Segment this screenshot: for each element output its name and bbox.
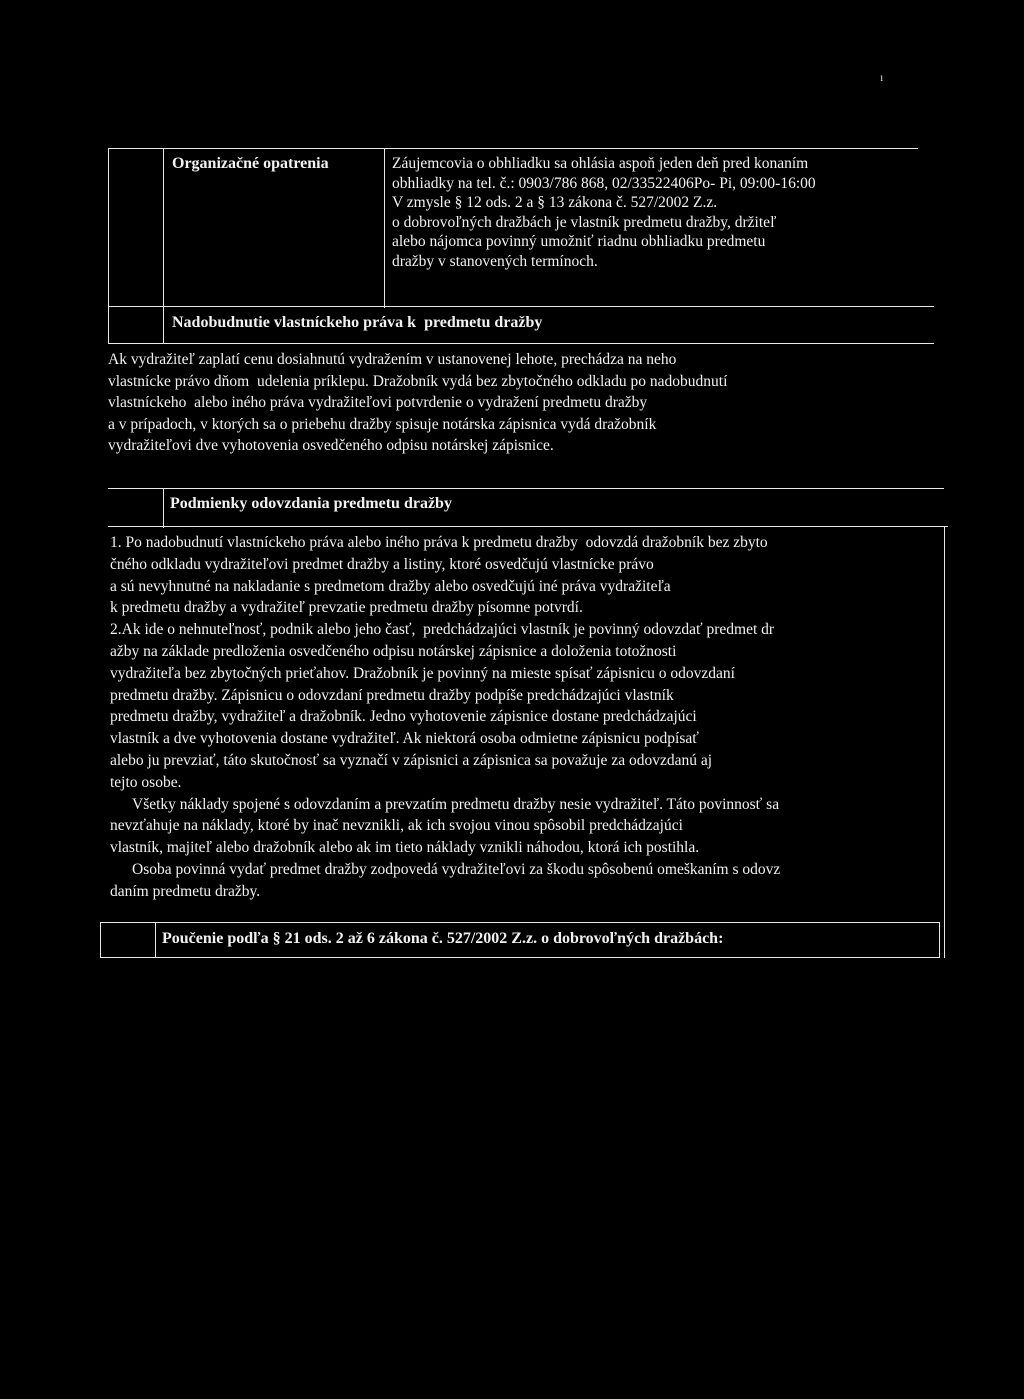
heading-top-border [100, 922, 940, 923]
body-line: alebo nájomca povinný umožniť riadnu obhliadku predmetu [392, 233, 766, 250]
section-body [392, 154, 932, 271]
body-line: nevzťahuje na náklady, ktoré by inač nevznikli, ak ich svojou vinou spôsobil predchádzajúci [110, 817, 683, 835]
body-line: Záujemcovia o obhliadku sa ohlásia aspoň jeden deň pred konaním [392, 155, 809, 172]
body-line: obhliadky na tel. č.: 0903/786 868, 02/33522406Po- Pi, 09:00-16:00 [392, 174, 816, 192]
heading-cell-right [939, 922, 940, 958]
body-line: čného odkladu vydražiteľovi predmet dražby a listiny, ktoré osvedčujú vlastnícke právo [110, 555, 654, 573]
body-line: dražby v stanovených termínoch. [392, 252, 598, 270]
body-line: predmetu dražby, vydražiteľ a dražobník. Jedno vyhotovenie zápisnice dostane predchádzajúci [110, 708, 697, 726]
section-body [108, 349, 938, 457]
heading-bottom-border [108, 526, 948, 527]
body-line: vydražiteľovi dve vyhotovenia osvedčeného odpisu notárskej zápisnice. [108, 437, 554, 454]
body-line: alebo ju prevziať, táto skutočnosť sa vyznačí v zápisnici a zápisnica sa považuje za odovzdanú aj [110, 751, 713, 769]
right-border [944, 526, 945, 958]
heading-bottom-border [100, 957, 940, 958]
heading-top-border [108, 488, 944, 489]
section-heading: Nadobudnutie vlastníckeho práva k predmetu dražby [172, 314, 543, 331]
body-line: o dobrovoľných dražbách je vlastník predmetu dražby, držiteľ [392, 213, 777, 231]
body-line: vlastník a dve vyhotovenia dostane vydražiteľ. Ak niektorá osoba odmietne zápisnicu podpísať [110, 730, 699, 748]
body-line: 1. Po nadobudnutí vlastníckeho práva alebo iného práva k predmetu dražby odovzdá dražobník bez zbyto [110, 534, 768, 551]
body-line: 2.Ak ide o nehnuteľnosť, podnik alebo jeho časť, predchádzajúci vlastník je povinný odovzdať predmet dr [110, 621, 775, 639]
body-line: Všetky náklady spojené s odovzdaním a prevzatím predmetu dražby nesie vydražiteľ. Táto povinnosť sa [132, 795, 780, 813]
section-heading: Podmienky odovzdania predmetu dražby [170, 495, 452, 512]
heading-cell-divider [163, 488, 164, 528]
heading-cell-divider [155, 922, 156, 958]
body-line: vlastníckeho alebo iného práva vydražiteľovi potvrdenie o vydražení predmetu dražby [108, 394, 648, 411]
body-line: vlastnícke právo dňom udelenia príklepu. Dražobník vydá bez zbytočného odkladu po nadobudnutí [108, 372, 728, 390]
section-heading: Organizačné opatrenia [172, 155, 329, 172]
corner-mark: ı [880, 70, 884, 84]
body-line: vydražiteľa bez zbytočných prieťahov. Dražobník je povinný na mieste spísať zápisnicu o odovzdaní [110, 664, 735, 682]
table-top-border [108, 148, 918, 149]
section-heading: Poučenie podľa § 21 ods. 2 až 6 zákona č. 527/2002 Z.z. o dobrovoľných dražbách: [162, 930, 724, 947]
body-line: k predmetu dražby a vydražiteľ prevzatie predmetu dražby písomne potvrdí. [110, 599, 583, 617]
body-line: a v prípadoch, v ktorých sa o priebehu dražby spisuje notárska zápisnica vydá dražobník [108, 415, 657, 433]
body-line: Ak vydražiteľ zaplatí cenu dosiahnutú vydražením v ustanovenej lehote, prechádza na neho [108, 351, 677, 368]
body-line: vlastník, majiteľ alebo dražobník alebo ak im tieto náklady vznikli náhodou, ktorá ich postihla. [110, 839, 700, 857]
left-border [108, 148, 109, 308]
cell-divider [384, 148, 385, 308]
body-line: Osoba povinná vydať predmet dražby zodpovedá vydražiteľovi za škodu spôsobenú omeškaním s odovz [132, 860, 781, 878]
heading-cell-left [108, 306, 109, 344]
body-line: a sú nevyhnutné na nakladanie s predmetom dražby alebo osvedčujú iné práva vydražiteľa [110, 577, 671, 595]
heading-cell-left [100, 922, 101, 958]
heading-top-border [108, 306, 934, 307]
body-line: tejto osobe. [110, 773, 182, 791]
heading-cell-divider [163, 306, 164, 344]
heading-bottom-border [108, 343, 934, 344]
body-line: ažby na základe predloženia osvedčeného odpisu notárskej zápisnice a doloženia totožnosti [110, 642, 677, 660]
body-line: predmetu dražby. Zápisnicu o odovzdaní predmetu dražby podpíše predchádzajúci vlastník [110, 686, 674, 704]
cell-divider [163, 148, 164, 308]
section-body [110, 532, 944, 903]
body-line: daním predmetu dražby. [110, 882, 261, 900]
body-line: V zmysle § 12 ods. 2 a § 13 zákona č. 527/2002 Z.z. [392, 194, 718, 211]
